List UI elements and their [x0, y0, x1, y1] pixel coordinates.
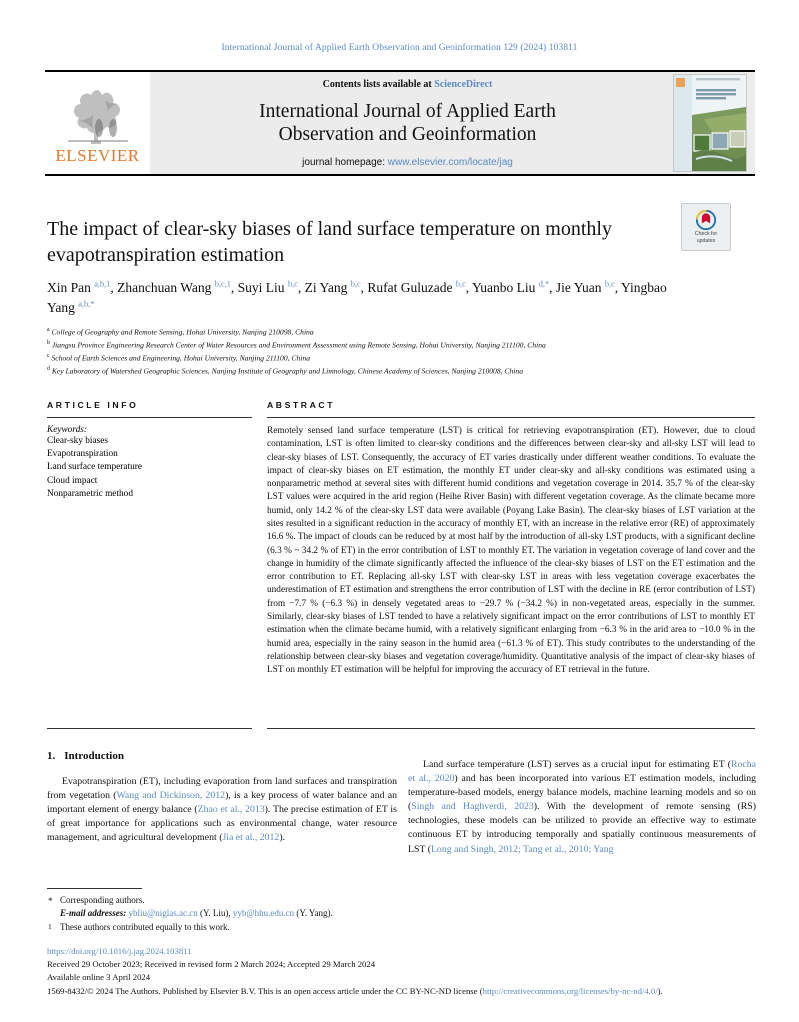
keyword-item: Nonparametric method	[47, 488, 133, 499]
section-title: Introduction	[64, 750, 124, 762]
crossmark-line1: Check for	[694, 231, 718, 237]
publisher-footer	[47, 945, 753, 998]
footnote-rule	[47, 888, 142, 889]
intro-left-seg2: ), is a key process of water balance and an important element of energy balance (	[47, 790, 398, 816]
affiliation-text: Jiangsu Province Engineering Research Center of Water Resources and Environment Assessment using Remote Sensing, Hohai University, Nanjing 211100, China	[51, 340, 546, 350]
elsevier-logo	[45, 72, 150, 174]
available-online-date: Available online 3 April 2024	[47, 972, 151, 983]
article-info-heading: ARTICLE INFO	[47, 400, 139, 410]
email-link-1[interactable]: ybliu@niglas.ac.cn	[128, 908, 198, 919]
elsevier-tree-icon	[58, 84, 138, 146]
journal-homepage-link[interactable]: www.elsevier.com/locate/jag	[387, 157, 513, 168]
affiliation-item	[47, 339, 747, 352]
contents-available-line	[323, 79, 493, 90]
elsevier-wordmark: ELSEVIER	[55, 146, 140, 165]
citation-link[interactable]: Rocha et al., 2020	[408, 759, 756, 785]
email-owner-2: (Y. Yang).	[296, 908, 333, 919]
affiliation-mark: c	[47, 353, 50, 360]
keywords-label: Keywords:	[47, 425, 87, 435]
crossmark-badge-text	[695, 231, 717, 244]
running-head: International Journal of Applied Earth Observation and Geoinformation 129 (2024) 103811	[221, 43, 578, 53]
article-info-block	[47, 400, 252, 501]
copyright-seg1: 1569-8432/© 2024 The Authors. Published by Elsevier B.V. This is an open access article under the CC BY-NC-ND license (	[47, 985, 483, 996]
keyword-item: Land surface temperature	[47, 462, 142, 473]
footnote-marker-1: 1	[48, 921, 52, 931]
abstract-heading: ABSTRACT	[267, 400, 336, 410]
section-heading-introduction	[47, 750, 397, 762]
footnote-equal-text: These authors contributed equally to this work.	[60, 921, 230, 932]
footnote-corresponding-authors	[47, 894, 397, 907]
intro-right-seg3: ). With the development of remote sensing (RS) technologies, these models can be utilized to provide an effective way to estimate continuous ET by introducing temporally and spatially continuous measurements of LST (	[408, 801, 756, 855]
cover-image	[673, 74, 747, 172]
copyright-line	[47, 985, 753, 998]
journal-title-line2: Observation and Geoinformation	[278, 123, 537, 145]
affiliation-text: College of Geography and Remote Sensing, Hohai University, Nanjing 210098, China	[51, 327, 314, 337]
footnote-emails	[47, 907, 397, 920]
intro-paragraph-right	[408, 758, 756, 857]
email-owner-1: (Y. Liu),	[200, 908, 231, 919]
crossmark-check-for-updates-badge[interactable]	[681, 203, 731, 251]
article-info-divider	[47, 417, 252, 418]
affiliation-mark: b	[47, 340, 50, 347]
affiliation-item	[47, 365, 747, 378]
keyword-item: Evapotranspiration	[47, 449, 118, 460]
journal-homepage-line	[302, 157, 513, 168]
contents-prefix: Contents lists available at	[322, 79, 432, 90]
journal-cover-thumbnail	[665, 72, 755, 174]
affiliation-mark: d	[47, 366, 50, 373]
footnote-corresponding-text: Corresponding authors.	[60, 895, 145, 905]
section-number: 1.	[47, 750, 56, 762]
asterisk-icon: *	[48, 896, 53, 906]
citation-link[interactable]: Singh and Haghverdi, 2023	[411, 801, 534, 813]
body-column-left	[47, 750, 397, 845]
body-column-right	[408, 758, 756, 857]
keyword-item: Clear-sky biases	[47, 436, 109, 446]
abstract-block	[267, 400, 755, 677]
cover-artwork-icon	[674, 75, 746, 171]
intro-paragraph-left	[47, 775, 397, 845]
abstract-bottom-divider	[267, 728, 755, 729]
affiliation-text: School of Earth Sciences and Engineering, Hohai University, Nanjing 211100, China	[51, 353, 310, 363]
citation-link[interactable]: Wang and Dickinson, 2012	[116, 790, 226, 802]
affiliation-mark: a	[47, 327, 50, 333]
intro-left-seg3: ). The precise estimation of ET is of great importance for applications such as environmental change, water resource management, and agricultural development (	[47, 804, 397, 844]
intro-left-seg1: Evapotranspiration (ET), including evaporation from land surfaces and transpiration from vegetation (	[47, 776, 397, 802]
masthead-center	[150, 72, 665, 174]
page-title: The impact of clear-sky biases of land surface temperature on monthly evapotranspiration estimation	[47, 218, 612, 267]
doi-link[interactable]: https://doi.org/10.1016/j.jag.2024.103811	[47, 946, 192, 956]
sciencedirect-link[interactable]: ScienceDirect	[434, 79, 493, 90]
crossmark-icon	[696, 210, 716, 230]
article-info-bottom-divider	[47, 728, 252, 729]
email-addresses-label: E-mail addresses:	[60, 908, 127, 919]
journal-title	[259, 101, 556, 146]
citation-link[interactable]: Jia et al., 2012	[222, 832, 280, 844]
intro-right-seg1: Land surface temperature (LST) serves as a crucial input for estimating ET (	[423, 759, 731, 770]
footnote-block	[47, 888, 397, 934]
email-link-2[interactable]: yyb@hhu.edu.cn	[232, 908, 295, 919]
keyword-item: Cloud impact	[47, 475, 98, 486]
abstract-text: Remotely sensed land surface temperature (LST) is critical for retrieving evapotranspiration (ET). However, due to cloud contamination, LST is often limited to clear-sky conditions and the differences between clear-sky and all-sky LST will lead to clear-sky biases of LST. Consequently, the accuracy of ET varies drastically under different weather conditions. To evaluate the impact of clear-sky biases on ET estimation, the monthly ET under clear-sky and all-sky conditions was estimated using a nonparametric method at several sites with different humid conditions and vegetation coverage in 2014. 35.7 % of the clear-sky LST values were acquired in the arid region (Heihe River Basin) with different vegetation coverage. As the climate became more humid, only 14.2 % of the clear-sky LST data were available (Poyang Lake Basin). The clear-sky biases of LST variation at the sites resulted in a significant reduction in the accuracy of monthly ET, with an increase in the relative error (RE) of approximately 16.6 %. The impact of clouds can be reduced by at most half by the introduction of all-sky LST products, with a significant decline (6.3 % ~ 34.2 % of ET) in the error contribution of LST to monthly ET. The variation in vegetation coverage of land cover and the change in humidity of the climate significantly affected the influence of the clear-sky biases of LST on the ET estimation and the error contribution to ET. Replacing all-sky LST with clear-sky LST in areas with less vegetation coverage exacerbates the underestimation of ET estimation and strengthens the error contribution of LST with the decline in RE (error contribution of LST) from −7.7 % (−6.3 %) in densely vegetated areas to −29.7 % (−34.2 %) in non-vegetated areas, especially in the summer. Similarly, clear-sky biases of LST tended to have a relatively significant impact on the error contributions of LST to monthly ET estimation when the climate became humid, with a relatively significant enlarging from −6.3 % in the arid area to −10.0 % in the humid area, especially in the rainy season in the humid area (−61.3 % of ET). This study contributes to the understanding of the relationship between clear-sky biases and vegetation coverage/humidity. Quantitative analysis of the impact of clear-sky biases of LST on monthly ET estimation will be helpful for improving the accuracy of ET retrieval in the future.	[267, 426, 755, 676]
received-dates: Received 29 October 2023; Received in revised form 2 March 2024; Accepted 29 March 2024	[47, 959, 376, 970]
citation-link[interactable]: Zhao et al., 2013	[197, 804, 265, 816]
affiliation-item	[47, 352, 747, 365]
copyright-seg2: ).	[657, 985, 663, 996]
intro-right-seg2: ) and has been incorporated into various ET estimation models, including temperature-based models, energy balance models, machine learning models and so on (	[408, 773, 756, 813]
intro-left-seg4: ).	[279, 832, 286, 844]
affiliation-list	[47, 326, 747, 378]
crossmark-line2: updates	[696, 237, 716, 244]
footnote-equal-contribution	[47, 921, 397, 934]
homepage-prefix: journal homepage:	[302, 157, 385, 168]
affiliation-text: Key Laboratory of Watershed Geographic Sciences, Nanjing Institute of Geography and Limnology, Chinese Academy of Sciences, Nanjing 210008, China	[51, 366, 523, 376]
affiliation-item	[47, 326, 747, 339]
journal-title-line1: International Journal of Applied Earth	[259, 101, 556, 123]
citation-link[interactable]: Long and Singh, 2012; Tang et al., 2010; Yang	[430, 843, 614, 855]
journal-masthead	[45, 70, 755, 176]
abstract-divider	[267, 417, 755, 418]
author-list: Xin Pan $^{a,b,1}$, Zhanchuan Wang $^{b,c,1}$, Suyi Liu $^{b,c}$, Zi Yang $^{b,c}$, Rufat Guluzade $^{b,c}$, Yuanbo Liu $^{d,*}$, Jie Yuan $^{b,c}$, Yingbao Yang $^{a,b,*}$	[47, 279, 667, 316]
license-link[interactable]: http://creativecommons.org/licenses/by-nc-nd/4.0/	[482, 985, 658, 996]
